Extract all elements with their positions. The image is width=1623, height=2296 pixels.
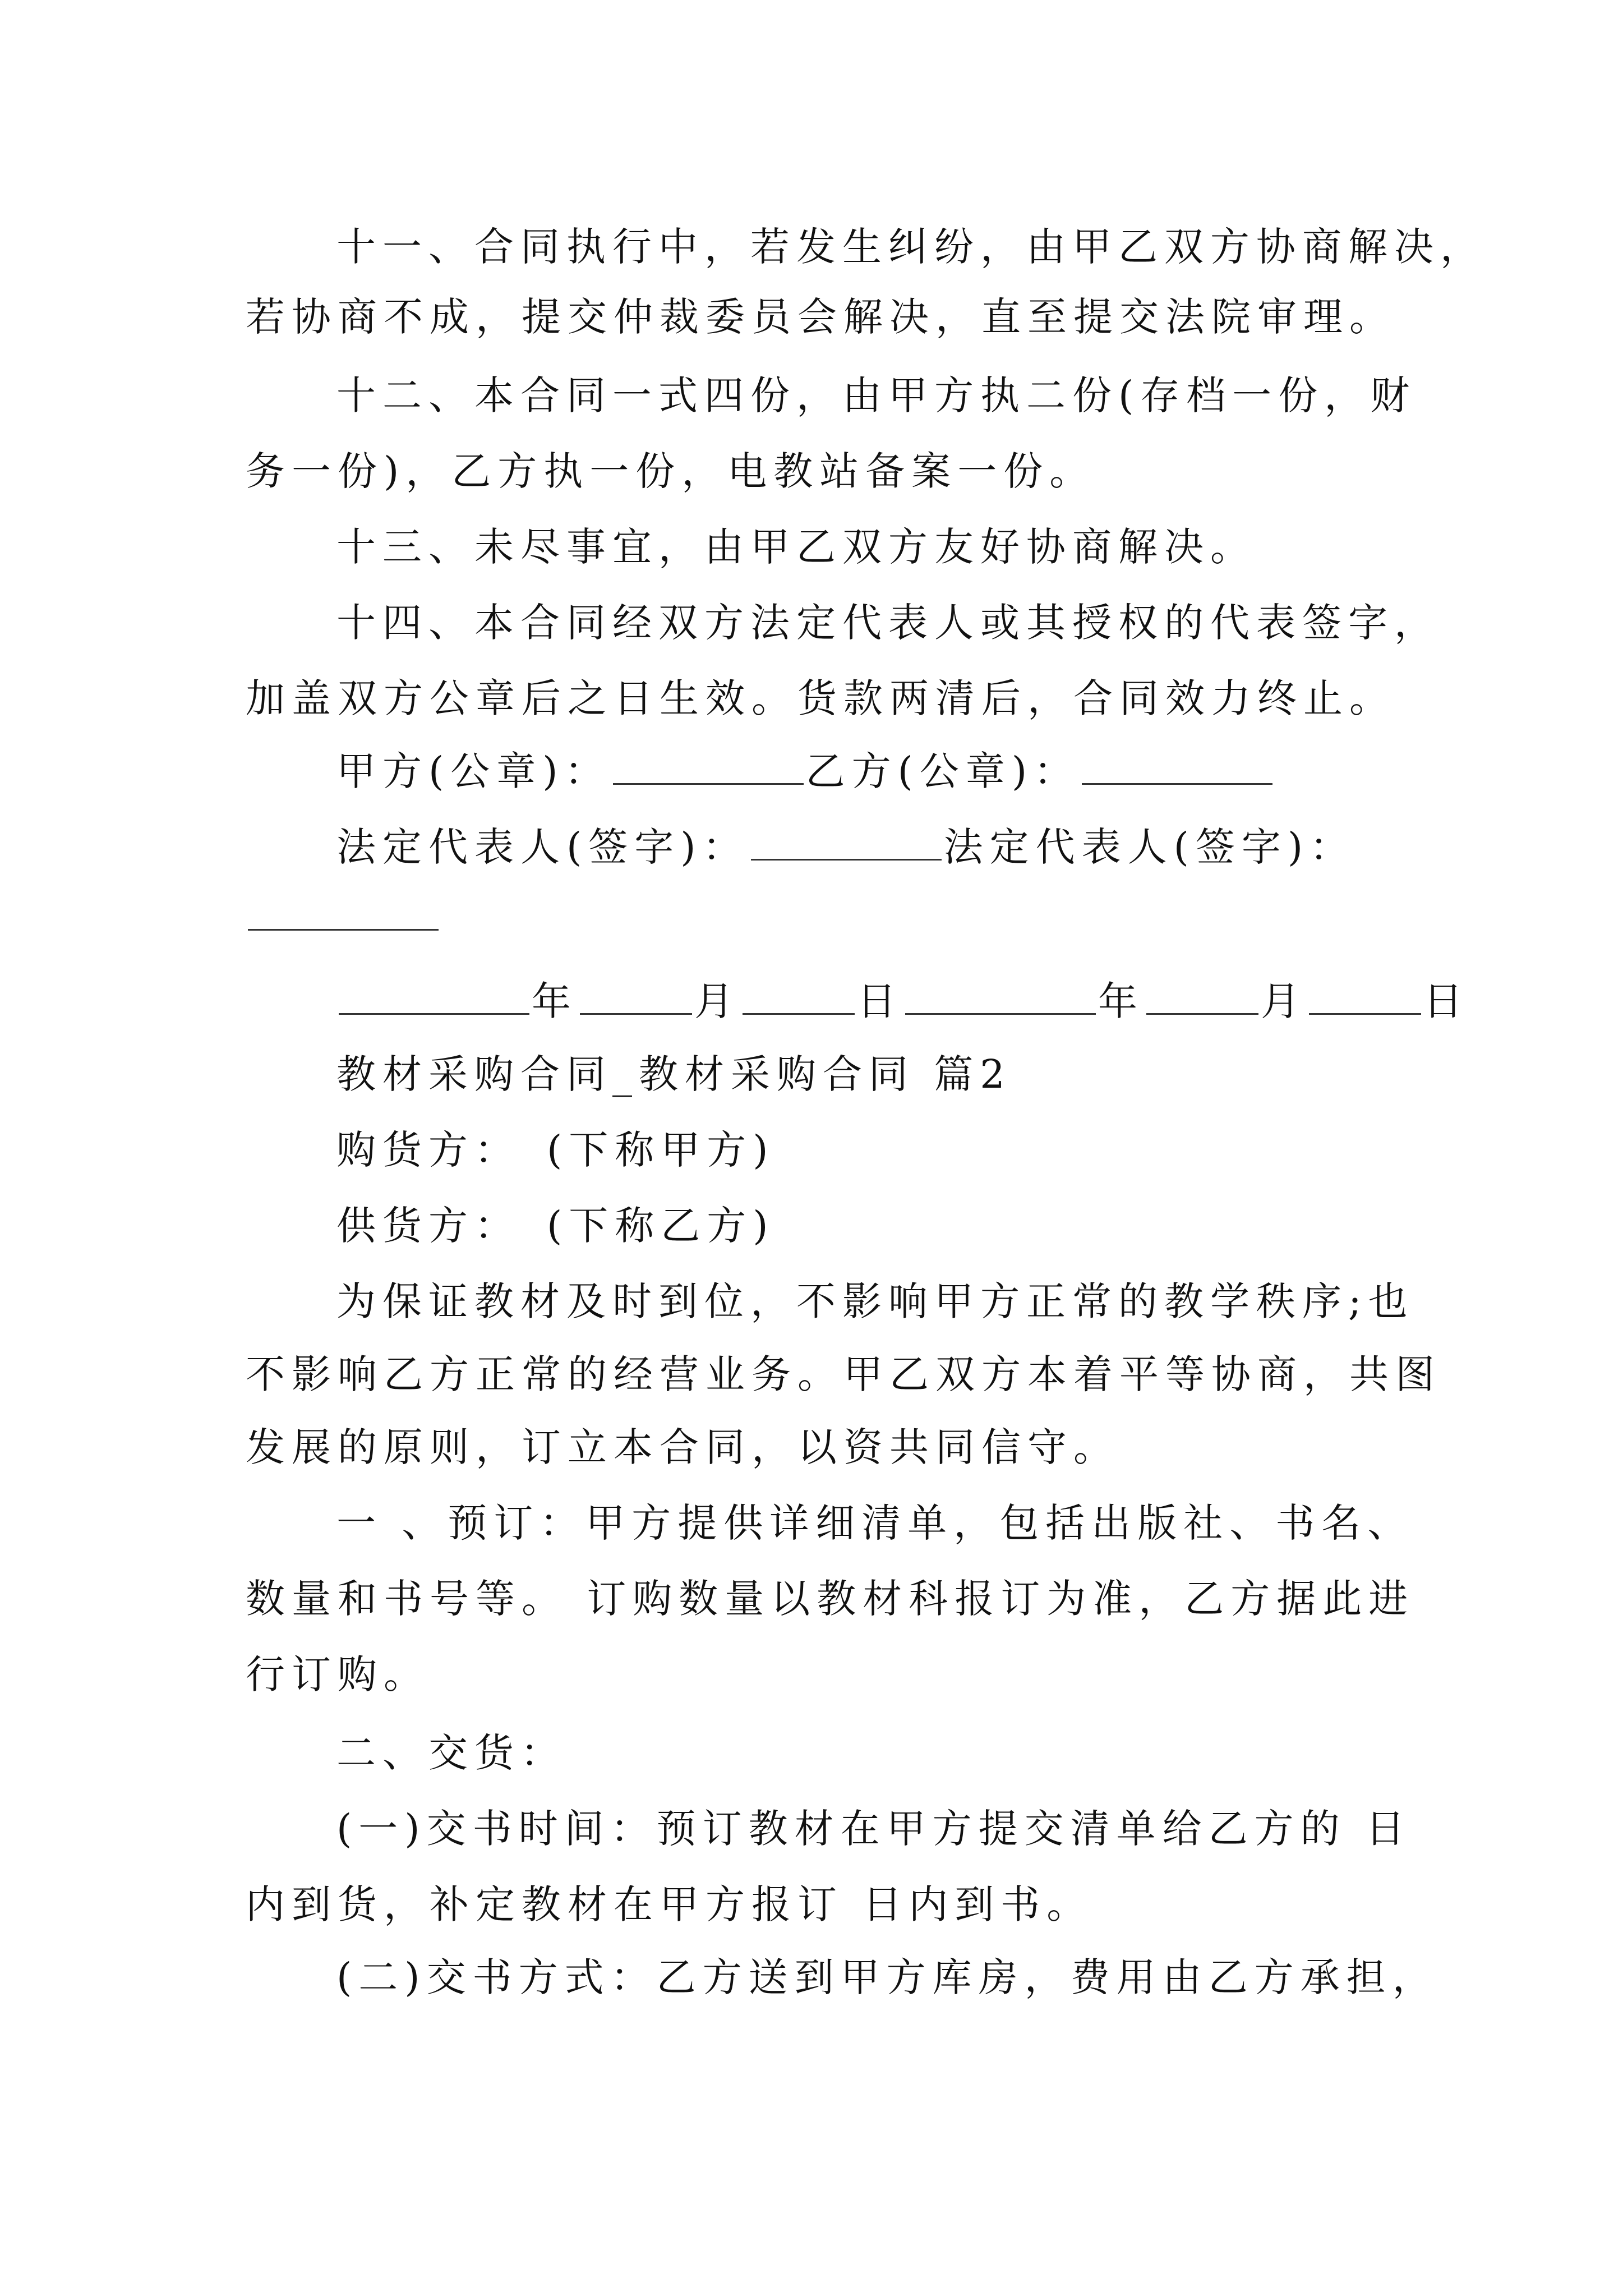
clause-11-line-1: 十一、合同执行中，若发生纠纷，由甲乙双方协商解决， xyxy=(336,224,1486,270)
intro-line-3: 发展的原则，订立本合同，以资共同信守。 xyxy=(246,1424,1119,1470)
clause-12-line-1: 十二、本合同一式四份，由甲方执二份(存档一份，财 xyxy=(336,372,1417,418)
month-b-blank xyxy=(1146,974,1258,1015)
year-a-label: 年 xyxy=(532,978,578,1024)
date-line xyxy=(0,973,1623,1029)
month-a-blank xyxy=(580,974,692,1015)
day-b-blank xyxy=(1309,974,1421,1015)
year-b-blank xyxy=(905,974,1096,1015)
party-a-seal-blank xyxy=(613,744,804,785)
order-line-1: 一 、预订：甲方提供详细清单，包括出版社、书名、 xyxy=(336,1500,1414,1546)
rep-b-blank-line xyxy=(0,889,1623,945)
clause-13-line-1: 十三、未尽事宜，由甲乙双方友好协商解决。 xyxy=(336,524,1256,570)
delivery-heading: 二、交货： xyxy=(336,1730,566,1776)
clause-14-line-2: 加盖双方公章后之日生效。货款两清后，合同效力终止。 xyxy=(246,675,1395,721)
supplier-line: 供货方： (下称乙方) xyxy=(336,1203,775,1249)
delivery-2-line-1: (二)交书方式：乙方送到甲方库房，费用由乙方承担， xyxy=(336,1954,1438,2000)
clause-14-line-1: 十四、本合同经双方法定代表人或其授权的代表签字， xyxy=(336,600,1440,646)
day-a-label: 日 xyxy=(857,978,903,1024)
intro-line-1: 为保证教材及时到位，不影响甲方正常的教学秩序;也 xyxy=(336,1278,1414,1324)
rep-b-blank xyxy=(248,890,439,931)
party-a-seal-label: 甲方(公章)： xyxy=(336,748,611,794)
delivery-1-line-1: (一)交书时间：预订教材在甲方提交清单给乙方的 日 xyxy=(336,1806,1412,1852)
party-b-seal-blank xyxy=(1082,744,1272,785)
delivery-1-line-2: 内到货，补定教材在甲方报订 日内到书。 xyxy=(246,1881,1093,1927)
rep-b-label: 法定代表人(签字)： xyxy=(943,824,1356,870)
representative-line xyxy=(0,819,1623,875)
seal-line xyxy=(0,743,1623,799)
clause-11-line-2: 若协商不成，提交仲裁委员会解决，直至提交法院审理。 xyxy=(246,294,1395,340)
day-b-label: 日 xyxy=(1423,978,1469,1024)
clause-12-line-2: 务一份)，乙方执一份，电教站备案一份。 xyxy=(246,448,1096,494)
intro-line-2: 不影响乙方正常的经营业务。甲乙双方本着平等协商，共图 xyxy=(246,1351,1441,1397)
section-2-title: 教材采购合同_教材采购合同 篇2 xyxy=(336,1051,1012,1097)
rep-a-label: 法定代表人(签字)： xyxy=(336,824,749,870)
day-a-blank xyxy=(743,974,855,1015)
rep-a-blank xyxy=(751,820,942,861)
party-b-seal-label: 乙方(公章)： xyxy=(805,748,1080,794)
month-a-label: 月 xyxy=(694,978,740,1024)
year-a-blank xyxy=(339,974,529,1015)
year-b-label: 年 xyxy=(1098,978,1144,1024)
month-b-label: 月 xyxy=(1261,978,1307,1024)
order-line-3: 行订购。 xyxy=(246,1651,430,1697)
order-line-2: 数量和书号等。 订购数量以教材科报订为准，乙方据此进 xyxy=(246,1576,1415,1622)
buyer-line: 购货方： (下称甲方) xyxy=(336,1127,775,1173)
